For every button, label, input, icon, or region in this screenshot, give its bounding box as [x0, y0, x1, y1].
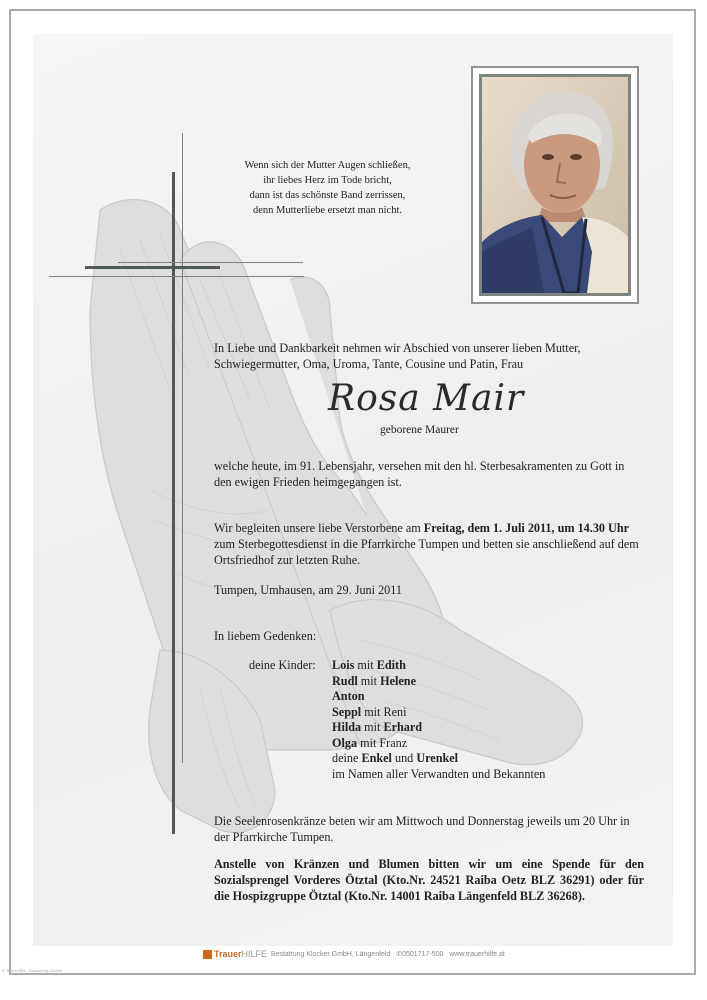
- list-item: Anton: [332, 689, 365, 703]
- portrait-photo: [479, 74, 631, 296]
- passing-text: welche heute, im 91. Lebensjahr, versehen mit den hl. Sterbesakramenten zu Gott in den ewigen Frieden heimgegangen ist.: [214, 459, 625, 489]
- cross-horizontal-line: [49, 276, 304, 277]
- phone-icon: ✆: [396, 950, 403, 958]
- funeral-text: [214, 520, 644, 568]
- list-item: Hilda mit Erhard: [332, 720, 423, 734]
- intro-text: In Liebe und Dankbarkeit nehmen wir Abschied von unserer lieben Mutter, Schwiegermutter, Oma, Uroma, Tante, Cousine und Patin, Frau: [214, 341, 581, 371]
- footer-brand-suffix: HILFE: [241, 949, 268, 959]
- cross-horizontal-bar: [85, 266, 220, 269]
- footer-phone: 0501717-500: [402, 950, 444, 958]
- funeral-date: Freitag, dem 1. Juli 2011, um 14.30 Uhr: [423, 521, 630, 535]
- verse-line: Wenn sich der Mutter Augen schließen,: [244, 160, 411, 171]
- funeral-pre: Wir begleiten unsere liebe Verstorbene am: [214, 521, 424, 535]
- cross-vertical-line: [182, 133, 183, 763]
- memorial-verse: [200, 158, 455, 218]
- place-date: Tumpen, Umhausen, am 29. Juni 2011: [214, 583, 403, 597]
- deceased-name: Rosa Mair: [328, 378, 525, 419]
- list-item: deine Enkel und Urenkel: [332, 751, 459, 765]
- footer-brand: Trauer: [214, 949, 242, 959]
- memory-heading: In liebem Gedenken:: [214, 629, 317, 643]
- list-item: Lois mit Edith: [332, 658, 406, 672]
- list-item: Seppl mit Reni: [332, 704, 407, 719]
- children-list: [332, 658, 632, 782]
- trauerhilfe-logo-icon: [203, 950, 212, 959]
- list-item: Olga mit Franz: [332, 735, 408, 750]
- maiden-name: geborene Maurer: [380, 424, 459, 436]
- copyright-note: © TrauerHilfe - Bestattung Klocker: [2, 968, 63, 973]
- verse-line: denn Mutterliebe ersetzt man nicht.: [253, 205, 402, 216]
- list-item: Rudl mit Helene: [332, 673, 416, 688]
- verse-line: dann ist das schönste Band zerrissen,: [249, 190, 406, 201]
- verse-line: ihr liebes Herz im Tode bricht,: [263, 175, 392, 186]
- cross-horizontal-line-upper: [118, 262, 303, 263]
- list-item: im Namen aller Verwandten und Bekannten: [332, 766, 546, 781]
- footer-company: Bestattung Klocker GmbH, Längenfeld: [270, 950, 391, 958]
- portrait-image: [482, 77, 628, 293]
- rosary-text: Die Seelenrosenkränze beten wir am Mittwoch und Donnerstag jeweils um 20 Uhr in der Pfarrkirche Tumpen.: [214, 814, 630, 844]
- portrait-frame: [471, 66, 639, 304]
- footer-url[interactable]: www.trauerhilfe.at: [449, 950, 505, 958]
- cross-vertical-bar: [172, 172, 175, 834]
- donation-text: Anstelle von Kränzen und Blumen bitten wir um eine Spende für den Sozialsprengel Vorderes Ötztal (Kto.Nr. 24521 Raiba Oetz BLZ 36291) oder für die Hospizgruppe Ötztal (Kto.Nr. 14001 Raiba Längenfeld BLZ 36268).: [214, 857, 644, 903]
- children-label: deine Kinder:: [249, 658, 316, 672]
- footer: [203, 949, 505, 959]
- funeral-post: zum Sterbegottesdienst in die Pfarrkirche Tumpen und betten sie anschließend auf dem Ortsfriedhof zur letzten Ruhe.: [214, 537, 639, 567]
